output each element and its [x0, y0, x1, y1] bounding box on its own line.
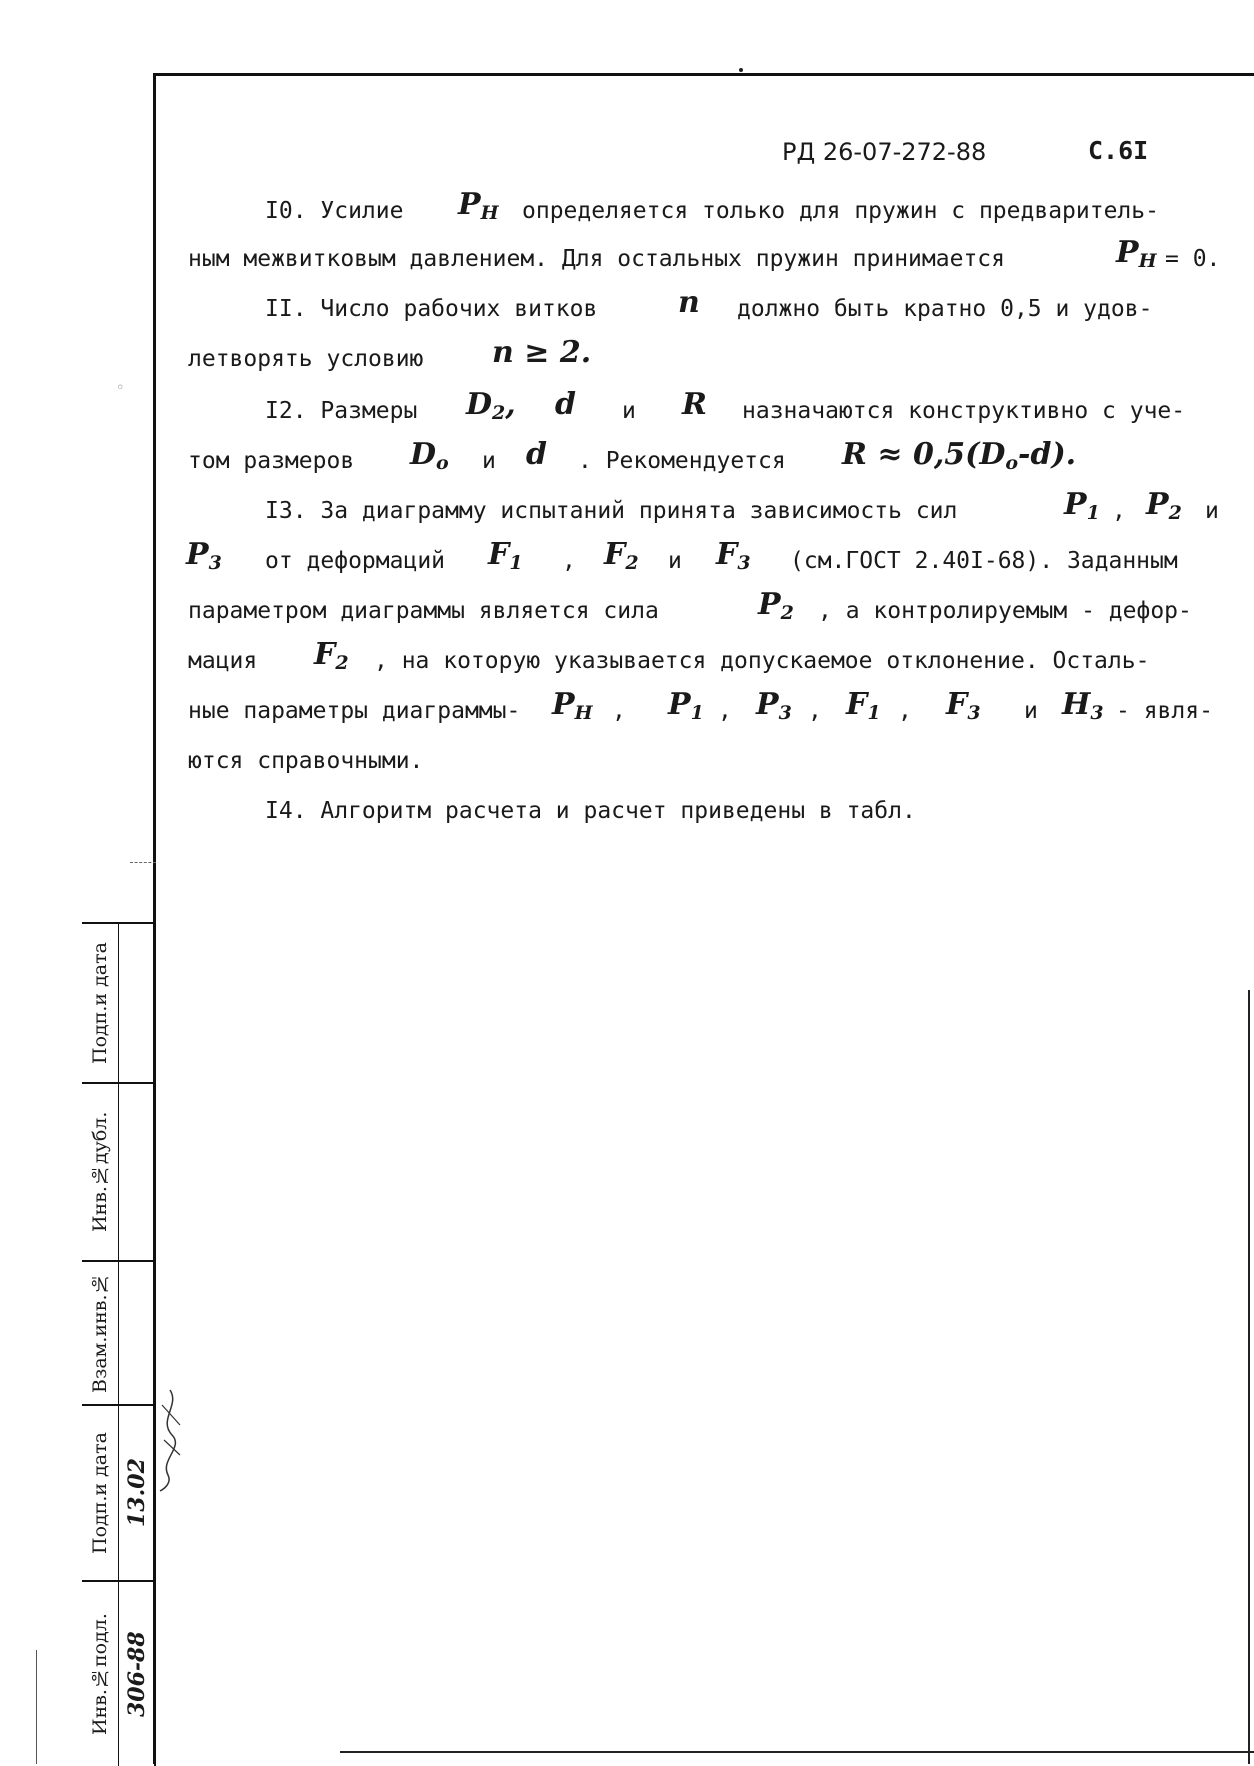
symbol-f1: [488, 537, 523, 574]
symbol-letter: P: [1116, 235, 1139, 270]
stamp-divider: [118, 924, 119, 1766]
side-stamp: [82, 922, 156, 1766]
text: определяется только для пружин с предваритель-: [522, 198, 1159, 224]
symbol-letter: P: [1146, 487, 1169, 522]
symbol-r: R: [682, 387, 707, 422]
symbol-letter: F: [604, 537, 626, 572]
symbol-comma: ,: [505, 387, 516, 422]
symbol-subscript: 2: [780, 602, 794, 624]
symbol-d2: [466, 387, 516, 424]
text: I3. За диаграмму испытаний принята зависимость сил: [265, 498, 958, 524]
symbol-d: d: [526, 437, 547, 472]
page-number: С.6I: [1088, 136, 1149, 165]
symbol-n: n: [678, 285, 700, 320]
formula-part: -d).: [1018, 437, 1077, 472]
symbol-subscript: 2: [1168, 502, 1182, 524]
text: ются справочными.: [188, 748, 424, 774]
text: ,: [612, 698, 626, 724]
symbol-subscript: 3: [1090, 702, 1104, 724]
frame-bottom-border: [340, 1751, 1254, 1753]
text: . Рекомендуется: [578, 448, 786, 474]
symbol-subscript: o: [436, 452, 449, 474]
text: ,: [808, 698, 822, 724]
symbol-subscript: 1: [690, 702, 704, 724]
symbol-d: d: [555, 387, 576, 422]
symbol-letter: P: [458, 187, 481, 222]
margin-mark: ◦: [116, 380, 125, 396]
text: (см.ГОСТ 2.40I-68). Заданным: [790, 548, 1178, 574]
signature-mark: [150, 1385, 190, 1495]
text: - явля-: [1116, 698, 1213, 724]
symbol-subscript: 3: [778, 702, 792, 724]
symbol-subscript: H: [480, 202, 499, 224]
stamp-label-dup-inv: Инв.№дубл.: [89, 1111, 111, 1233]
frame-right-edge: [1248, 990, 1250, 1764]
symbol-letter: F: [314, 637, 336, 672]
text: от деформаций: [265, 548, 446, 574]
text: и: [622, 398, 636, 424]
text: II. Число рабочих витков: [265, 296, 598, 322]
symbol-subscript: 3: [208, 552, 222, 574]
text: параметром диаграммы является сила: [188, 598, 659, 624]
symbol-p3: [756, 687, 792, 724]
symbol-letter: F: [846, 687, 868, 722]
stamp-label-orig-inv: Инв.№подл.: [89, 1613, 111, 1735]
text: летворять условию: [188, 346, 424, 372]
symbol-subscript: H: [1138, 250, 1157, 272]
formula-r: [842, 437, 1077, 474]
symbol-letter: P: [186, 537, 209, 572]
text: I2. Размеры: [265, 398, 418, 424]
symbol-p2: [758, 587, 794, 624]
text: , а контролируемым - дефор-: [818, 598, 1192, 624]
page-header: [0, 134, 1254, 174]
symbol-subscript: 1: [1086, 502, 1100, 524]
frame-top-border: [153, 73, 1254, 76]
text: I4. Алгоритм расчета и расчет приведены в табл.: [265, 798, 916, 824]
symbol-letter: F: [488, 537, 510, 572]
symbol-f3: [946, 687, 981, 724]
symbol-subscript: 2: [625, 552, 639, 574]
text: и: [482, 448, 496, 474]
symbol-ph: [458, 187, 499, 224]
text: I0. Усилие: [265, 198, 404, 224]
handwritten-date: 13.02: [124, 1458, 150, 1528]
text: ным межвитковым давлением. Для остальных пружин принимается: [188, 246, 1005, 272]
text: назначаются конструктивно с уче-: [742, 398, 1186, 424]
text: ,: [1112, 498, 1126, 524]
text: , на которую указывается допускаемое отклонение. Осталь-: [374, 648, 1150, 674]
text: и: [1205, 498, 1219, 524]
symbol-subscript: 2: [335, 652, 349, 674]
symbol-subscript: 1: [509, 552, 523, 574]
symbol-ph: [552, 687, 593, 724]
symbol-subscript: H: [574, 702, 593, 724]
text: должно быть кратно 0,5 и удов-: [737, 296, 1153, 322]
stamp-label-replace-inv: Взам.инв.№: [89, 1272, 111, 1394]
symbol-ph: [1116, 235, 1157, 272]
symbol-letter: F: [716, 537, 738, 572]
symbol-f3: [716, 537, 751, 574]
symbol-subscript: 3: [737, 552, 751, 574]
symbol-letter: P: [668, 687, 691, 722]
text: = 0.: [1165, 246, 1221, 272]
text: том размеров: [188, 448, 355, 474]
symbol-p2: [1146, 487, 1182, 524]
text: мация: [188, 648, 258, 674]
text: ные параметры диаграммы-: [188, 698, 521, 724]
punch-dot: [739, 68, 743, 72]
symbol-letter: P: [1064, 487, 1087, 522]
text: ,: [562, 548, 576, 574]
document-code: РД 26-07-272-88: [782, 138, 987, 166]
handwritten-inventory-number: 306-88: [124, 1631, 150, 1717]
symbol-subscript: 2: [492, 402, 506, 424]
symbol-letter: P: [758, 587, 781, 622]
formula-subscript: o: [1005, 452, 1019, 474]
symbol-h3: [1062, 687, 1104, 724]
symbol-subscript: 3: [967, 702, 981, 724]
symbol-f2: [314, 637, 349, 674]
stamp-label-sign-date: Подп.и дата: [89, 942, 111, 1064]
text: и: [1024, 698, 1038, 724]
symbol-letter: P: [552, 687, 575, 722]
margin-dash: [130, 862, 156, 864]
symbol-letter: F: [946, 687, 968, 722]
symbol-f2: [604, 537, 639, 574]
binder-line: [36, 1650, 37, 1764]
text: и: [668, 548, 682, 574]
text: ,: [718, 698, 732, 724]
symbol-letter: P: [756, 687, 779, 722]
symbol-letter: D: [466, 387, 493, 422]
condition-formula: n ≥ 2.: [492, 335, 592, 370]
symbol-d0: [410, 437, 449, 474]
symbol-letter: D: [410, 437, 437, 472]
symbol-p1: [1064, 487, 1100, 524]
symbol-letter: H: [1062, 687, 1091, 722]
symbol-p3: [186, 537, 222, 574]
formula-part: R ≈ 0,5(D: [842, 437, 1006, 472]
symbol-p1: [668, 687, 704, 724]
text: ,: [898, 698, 912, 724]
symbol-subscript: 1: [867, 702, 881, 724]
stamp-label-sign-date: Подп.и дата: [89, 1432, 111, 1554]
symbol-f1: [846, 687, 881, 724]
